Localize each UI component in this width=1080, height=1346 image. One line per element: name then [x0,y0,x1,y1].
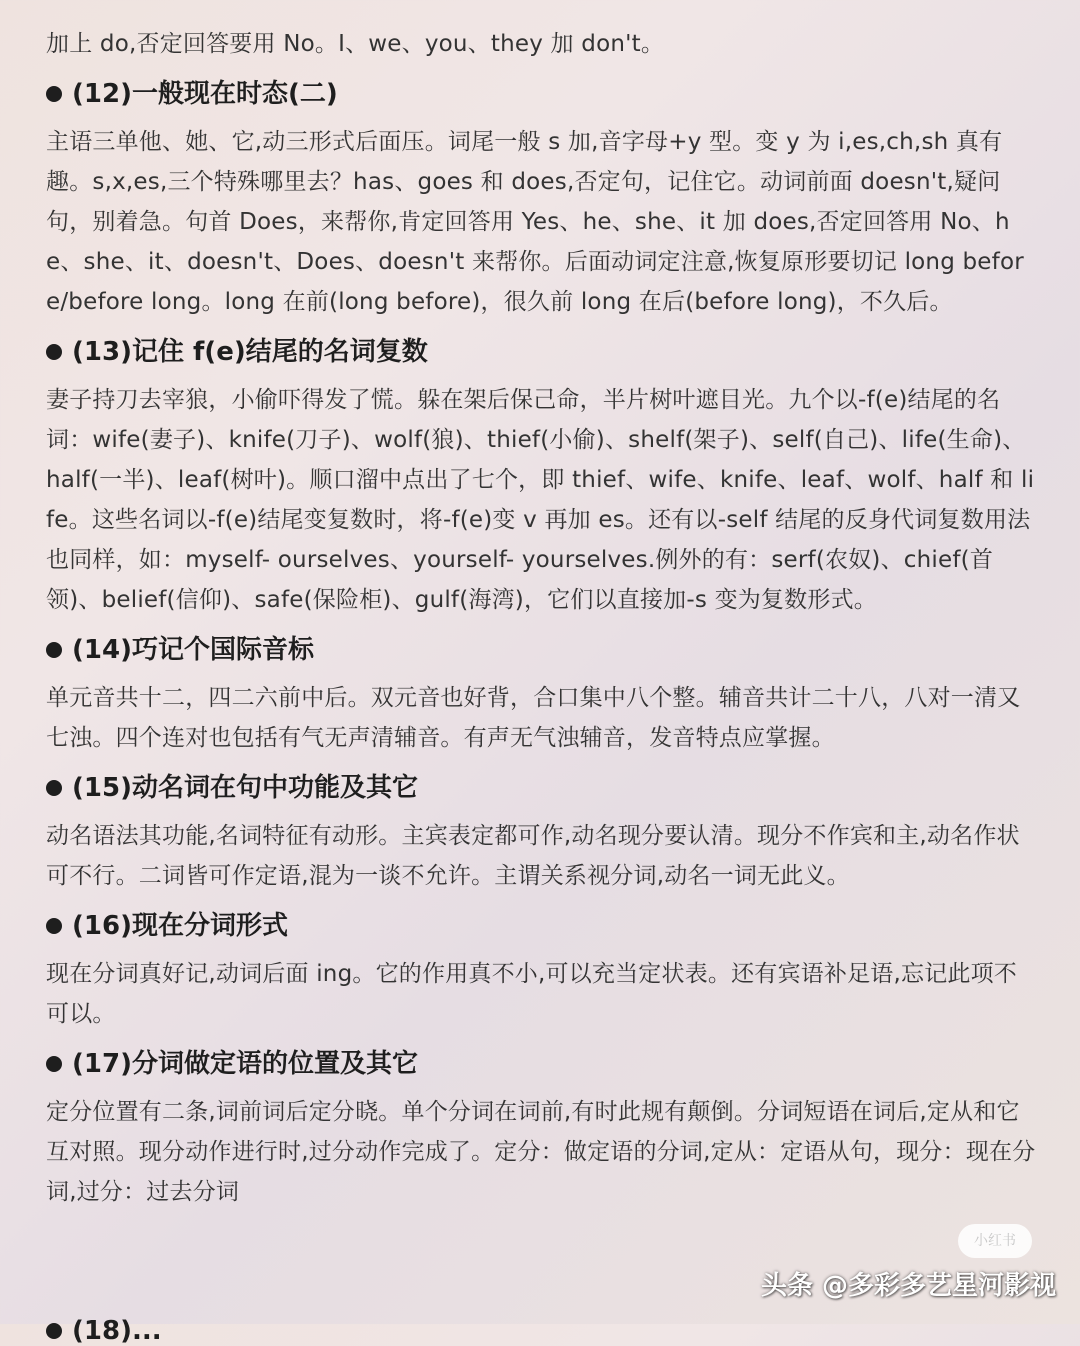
section-heading-13 [46,332,1038,372]
bullet-icon [46,918,62,934]
section-title: (13)记住 f(e)结尾的名词复数 [72,337,428,367]
xiaohongshu-badge: 小红书 [958,1224,1032,1258]
bullet-icon [46,1323,62,1339]
section-body-13: 妻子持刀去宰狼，小偷吓得发了慌。躲在架后保己命，半片树叶遮目光。九个以-f(e)结尾的名词：wife(妻子)、knife(刀子)、wolf(狼)、thief(小偷)、shelf(架子)、self(自己)、life(生命)、half(一半)、leaf(树叶)。顺口溜中点出了七个，即 thief、wife、knife、leaf、wolf、half 和 life。这些名词以-f(e)结尾变复数时，将-f(e)变 v 再加 es。还有以-self 结尾的反身代词复数用法也同样，如：myself- ourselves、yourself- yourselves.例外的有：serf(农奴)、chief(首领)、belief(信仰)、safe(保险柜)、gulf(海湾)，它们以直接加-s 变为复数形式。 [46,387,1035,613]
section-body-14: 单元音共十二，四二六前中后。双元音也好背，合口集中八个整。辅音共计二十八，八对一清又七浊。四个连对也包括有气无声清辅音。有声无气浊辅音，发音特点应掌握。 [46,685,1021,751]
section-title: (17)分词做定语的位置及其它 [72,1049,418,1079]
section-heading-12 [46,74,1038,114]
bullet-icon [46,1056,62,1072]
section-body-15: 动名语法其功能,名词特征有动形。主宾表定都可作,动名现分要认清。现分不作宾和主,动名作状可不行。二词皆可作定语,混为一谈不允许。主谓关系视分词,动名一词无此义。 [46,823,1020,889]
watermark-text: 头条 @多彩多艺星河影视 [760,1271,1056,1301]
section-body-12: 主语三单他、她、它,动三形式后面压。词尾一般 s 加,音字母+y 型。变 y 为 i,es,ch,sh 真有趣。s,x,es,三个特殊哪里去？has、goes 和 does,否定句，记住它。动词前面 doesn't,疑问句，别着急。句首 Does，来帮你,肯定回答用 Yes、he、she、it 加 does,否定回答用 No、he、she、it、doesn't、Does、doesn't 来帮你。后面动词定注意,恢复原形要切记 long before/before long。long 在前(long before)，很久前 long 在后(before long)，不久后。 [46,129,1024,315]
section-title: (15)动名词在句中功能及其它 [72,773,418,803]
intro-paragraph: 加上 do,否定回答要用 No。I、we、you、they 加 don't。 [46,31,665,57]
bullet-icon [46,344,62,360]
section-body-17: 定分位置有二条,词前词后定分晓。单个分词在词前,有时此规有颠倒。分词短语在词后,定从和它互对照。现分动作进行时,过分动作完成了。定分：做定语的分词,定从：定语从句，现分：现在分词,过分：过去分词 [46,1099,1036,1205]
section-title: (14)巧记个国际音标 [72,635,314,665]
section-title-partial: (18)... [72,1316,162,1346]
section-heading-17 [46,1044,1038,1084]
section-title: (12)一般现在时态(二) [72,79,338,109]
section-body-16: 现在分词真好记,动词后面 ing。它的作用真不小,可以充当定状表。还有宾语补足语,忘记此项不可以。 [46,961,1018,1027]
bullet-icon [46,642,62,658]
section-title: (16)现在分词形式 [72,911,288,941]
document-page [46,24,1038,1212]
bullet-icon [46,780,62,796]
section-heading-14 [46,630,1038,670]
section-heading-16 [46,906,1038,946]
next-section-heading-cutoff [46,1316,162,1346]
section-heading-15 [46,768,1038,808]
bullet-icon [46,86,62,102]
